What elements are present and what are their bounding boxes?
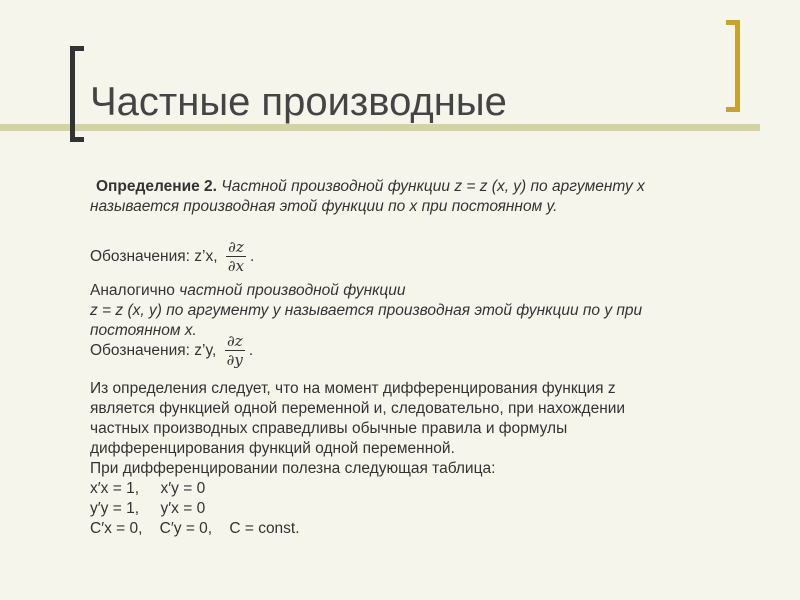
partial-z-partial-x-fraction [226,238,246,275]
paragraph-line: При дифференцировании полезна следующая таблица: [90,460,496,477]
definition-text-1: Частной производной функции z = z (x, y) по аргументу x [216,178,645,195]
fraction-denominator: ∂x [227,257,245,276]
slide-title: Частные производные [90,80,507,124]
definition-line-2: называется производная этой функции по x при постоянном y. [90,198,558,215]
notation-y-label: Обозначения: z’y, [90,342,221,359]
paragraph-line: Из определения следует, что на момент дифференцирования функция z [90,380,616,397]
formula-line: C′x = 0, C′y = 0, C = const. [90,520,300,537]
definition-line-1 [90,177,740,197]
fraction-denominator: ∂y [226,351,243,370]
notation-y [90,331,740,371]
definition-label: Определение 2. [96,178,217,195]
fraction-numerator: ∂z [225,332,245,351]
paragraph-line: частных производных справедливы обычные правила и формулы [90,420,568,437]
slide-body [90,177,740,539]
notation-x-end: . [250,248,255,265]
notation-x-label: Обозначения: z’x, [90,248,222,265]
notation-y-end: . [248,342,254,359]
formula-line: x′x = 1, x′y = 0 [90,480,206,497]
title-underline [0,124,760,131]
analog-line-2: z = z (x, y) по аргументу y называется производная этой функции по y при [90,302,643,319]
analog-prefix: Аналогично [90,282,180,299]
analog-line-1 [90,281,740,301]
left-bracket-decoration [70,46,84,142]
analog-line-3: постоянном x. [90,322,197,339]
right-bracket-decoration [726,20,740,112]
partial-z-partial-y-fraction [225,332,245,369]
notation-x [90,237,740,277]
analog-italic-head: частной производной функции [179,282,406,299]
paragraph-line: дифференцирования функций одной переменной. [90,440,455,457]
fraction-numerator: ∂z [226,238,246,257]
formula-line: y′y = 1, y′x = 0 [90,500,206,517]
paragraph-line: является функцией одной переменной и, следовательно, при нахождении [90,400,626,417]
